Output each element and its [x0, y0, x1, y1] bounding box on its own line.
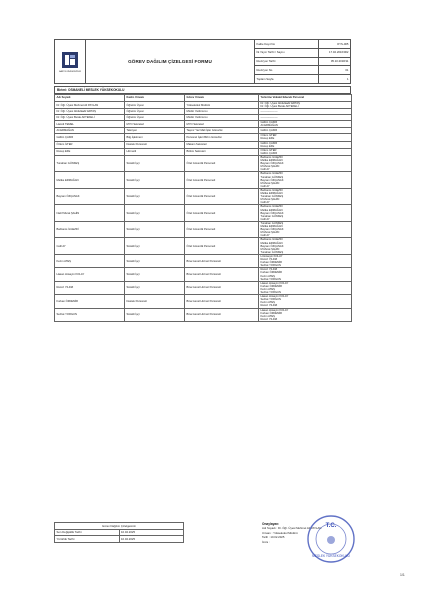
substitute-name: Tunahan GÜNKEŞ [260, 214, 284, 218]
substitute-name: Furkan ÖZDEMİR [260, 311, 283, 315]
table-row [55, 102, 352, 109]
cell-vekil [259, 268, 352, 281]
cell-name: Remzi YILDIZ [55, 281, 125, 294]
substitute-name: Celil AY [260, 217, 270, 221]
substitute-name: Gülbin ÇAKIR [260, 141, 278, 145]
cell-kadro: Destek Personeli [125, 295, 185, 308]
substitute-name: Hasan Hüseyin KOLAY [260, 295, 289, 299]
meta-value: 01 [345, 67, 349, 72]
cell-gorev: Makam Sekreteri [185, 141, 259, 148]
cell-gorev: Bina Genel Hizmet Personeli [185, 254, 259, 267]
footer-dates [54, 522, 184, 543]
cell-vekil [259, 188, 352, 205]
cell-name: Melike ERMAĞAN [55, 172, 125, 189]
substitute-name: Bayram ÖZÇANAK [260, 228, 284, 232]
substitute-name: M.Murat ŞAHİN [260, 198, 280, 202]
table-row [55, 148, 352, 155]
table-row [55, 141, 352, 148]
substitute-name: Gülbin ÇAKIR [260, 121, 278, 125]
cell-gorev: MYO Sekreteri [185, 121, 259, 128]
substitute-name: Özlem İLTER [260, 134, 277, 138]
cell-gorev: Bina Genel Hizmet Personeli [185, 295, 259, 308]
form-sheet [54, 39, 351, 322]
table-row [55, 155, 352, 172]
cell-vekil [259, 308, 352, 321]
cell-vekil [259, 281, 352, 294]
footer-value: 10.02.2025 [119, 529, 184, 536]
seal-text: T.C. [325, 523, 337, 529]
cell-name: Bayram ÖZÇANAK [55, 188, 125, 205]
substitute-name: Celil AY [260, 184, 270, 188]
cell-gorev: Yüksekokul Müdürü [185, 102, 259, 109]
cell-kadro: Öğretim Üyesi [125, 102, 185, 109]
substitute-name: Celil AY [260, 234, 270, 238]
university-logo-icon [60, 50, 80, 70]
footer-label: Yürürlük Tarihi [55, 536, 120, 543]
cell-kadro: Sürekli İşçi [125, 172, 185, 189]
substitute-name: Kerim ATEŞ [260, 301, 275, 305]
cell-gorev: Özel Güvenlik Personeli [185, 172, 259, 189]
substitute-name: Kerim ATEŞ [260, 314, 275, 318]
cell-kadro: Sürekli İşçi [125, 155, 185, 172]
substitute-name: Dr. Öğr. Üyesi Burak AKTEKELİ [260, 105, 299, 109]
col-kadro-header: Kadro Unvanı [125, 95, 185, 102]
substitute-name: Bayram ÖZÇANAK [260, 178, 284, 182]
approval-title: Onaylayan: [262, 522, 280, 526]
seal-ring-text: MESLEK YÜKSEKOKULU [312, 554, 350, 558]
substitute-name: Remzi YILDIZ [260, 268, 278, 272]
cell-name: Celil AY [55, 238, 125, 255]
substitute-name: Remzi YILDIZ [260, 258, 278, 262]
cell-name: Ali ERMAĞAN [55, 128, 125, 134]
table-row [55, 172, 352, 189]
cell-vekil [259, 295, 352, 308]
cell-kadro: Öğretim Üyesi [125, 109, 185, 115]
cell-name: Nazif Murat ŞAHİN [55, 205, 125, 222]
substitute-name: Tunahan GÜNKEŞ [260, 195, 284, 199]
substitute-name: Furkan ÖZDEMİR [260, 261, 283, 265]
approval-line: Unvanı : Yüksekokul Müdürü [262, 530, 298, 535]
unit-label: Birimi: OSMANELİ MESLEK YÜKSEKOKULU [54, 86, 351, 94]
cell-vekil [259, 205, 352, 222]
substitute-name: ------------------- [260, 116, 278, 120]
col-vekil-header: Yerlerine Vekalet Edecek Personel [259, 95, 352, 102]
cell-vekil [259, 121, 352, 128]
footer-title: Görev Dağılım Çizelgesinin [55, 523, 184, 530]
meta-label: İlk Yayın Tarihi / Sayısı [255, 49, 319, 57]
cell-vekil [259, 172, 352, 189]
meta-label: Revizyon No [255, 66, 319, 74]
cell-kadro: Bilg.İşletmeni [125, 134, 185, 141]
col-name-header: Adı Soyadı [55, 95, 125, 102]
cell-vekil [259, 102, 352, 109]
logo-cell [55, 40, 86, 83]
meta-row [255, 75, 350, 83]
cell-kadro: Sürekli İşçi [125, 308, 185, 321]
substitute-name: Recep EFE [260, 137, 275, 141]
substitute-name: Melike ERMAĞAN [260, 192, 283, 196]
col-gorev-header: Görev Unvanı [185, 95, 259, 102]
cell-name: Özlem İLTER [55, 141, 125, 148]
substitute-name: ------------------- [260, 110, 278, 114]
page-number: 1/1 [400, 573, 405, 577]
cell-vekil [259, 238, 352, 255]
substitute-name: Barbaros İLGEZDİ [260, 238, 283, 242]
cell-gorev: Özel Güvenlik Personeli [185, 155, 259, 172]
substitute-name: Barbaros İLGEZDİ [260, 205, 283, 209]
substitute-name: Barbaros İLGEZDİ [260, 188, 283, 192]
table-row [55, 295, 352, 308]
meta-value: OYS-005 [336, 41, 349, 46]
meta-value: 05.10.2018/11 [330, 59, 349, 64]
cell-kadro: Sürekli İşçi [125, 281, 185, 294]
footer-value: 10.02.2025 [119, 536, 184, 543]
cell-kadro: Tekniyen [125, 128, 185, 134]
cell-vekil [259, 221, 352, 238]
cell-name: Barbaros İLGEZDİ [55, 221, 125, 238]
form-header [54, 39, 351, 84]
substitute-name: Celil AY [260, 168, 270, 172]
meta-label: Toplam Sayfa [255, 75, 319, 83]
approval-line: Tarih : 10.02.2025 [262, 535, 285, 540]
substitute-name: M.Murat ŞAHİN [260, 165, 280, 169]
cell-gorev: Özel Güvenlik Personeli [185, 188, 259, 205]
cell-gorev: Bina Genel Hizmet Personeli [185, 281, 259, 294]
table-row [55, 268, 352, 281]
table-row [55, 281, 352, 294]
substitute-name: Furkan ÖZDEMİR [260, 271, 283, 275]
substitute-name: Recep EFE [260, 144, 275, 148]
cell-name: Kerim ATEŞ [55, 254, 125, 267]
cell-name: Recep EFE [55, 148, 125, 155]
meta-value: 17.02.2016/002 [329, 50, 349, 55]
substitute-name: Hasan Hüseyin KOLAY [260, 308, 289, 312]
cell-kadro: Sürekli İşçi [125, 188, 185, 205]
cell-vekil [259, 134, 352, 141]
approval-line: Adı Soyadı : Dr. Öğr. Üyesi Mehmet Ali PAYLAN [262, 526, 322, 531]
substitute-name: Tunahan GÜNKEŞ [260, 175, 284, 179]
substitute-name: Gülbin ÇAKIR [260, 151, 278, 155]
substitute-name: M.Murat ŞAHİN [260, 181, 280, 185]
cell-kadro: Destek Personeli [125, 141, 185, 148]
substitute-name: Bayram ÖZÇANAK [260, 162, 284, 166]
cell-kadro: MYO Sekreteri [125, 121, 185, 128]
cell-kadro: Sürekli İşçi [125, 221, 185, 238]
table-row [55, 188, 352, 205]
cell-name: Dr. Öğr. Üyesi Abdulkadir ERTAŞ [55, 109, 125, 115]
duty-table [54, 94, 352, 322]
substitute-name: Serhat YORGUN [260, 264, 281, 268]
substitute-name: H.Hüseyin KOLAY [260, 254, 283, 258]
substitute-name: Melike ERMAĞAN [260, 208, 283, 212]
cell-name: Dr. Öğr. Üyesi Burak AKTEKELİ [55, 115, 125, 121]
cell-gorev: Bina Genel Hizmet Personeli [185, 268, 259, 281]
cell-gorev: Taşınır Yaz Mali İşler Görevlisi [185, 128, 259, 134]
substitute-name: Kerim ATEŞ [260, 274, 275, 278]
substitute-name: Barbaros İLGEZDİ [260, 172, 283, 176]
table-row [55, 308, 352, 321]
substitute-name: M.Murat ŞAHİN [260, 247, 280, 251]
meta-label: Kalite Kayıt No [255, 40, 319, 48]
substitute-name: Celil AY [260, 201, 270, 205]
cell-kadro: Hizmetli [125, 148, 185, 155]
table-row [55, 254, 352, 267]
substitute-name: Tunahan GÜNKEŞ [260, 250, 284, 254]
substitute-name: Melike ERMAĞAN [260, 225, 283, 229]
cell-gorev: Özel Güvenlik Personeli [185, 238, 259, 255]
substitute-name: Melike ERMAĞAN [260, 159, 283, 163]
substitute-name: Ali ERMAĞAN [260, 124, 278, 128]
table-row [55, 121, 352, 128]
cell-kadro: Sürekli İşçi [125, 254, 185, 267]
table-row [55, 205, 352, 222]
cell-vekil [259, 141, 352, 148]
cell-gorev: Personel İşleri Birim Görevlisi [185, 134, 259, 141]
substitute-name: Tunahan GÜNKEŞ [260, 221, 284, 225]
footer-label: Son Değişiklik Tarihi [55, 529, 120, 536]
substitute-name: Gülbin ÇAKIR [260, 129, 278, 133]
substitute-name: Serhat YORGUN [260, 291, 281, 294]
table-row [55, 221, 352, 238]
official-seal-icon [305, 513, 357, 565]
table-header-row [55, 95, 352, 102]
university-name: BARTIN ÜNİVERSİTESİ [59, 70, 81, 73]
cell-vekil [259, 148, 352, 155]
substitute-name: Dr. Öğr. Üyesi Abdulkadir ERTAŞ [260, 102, 300, 105]
cell-gorev: Müdür Yardımcısı [185, 109, 259, 115]
meta-row [255, 49, 350, 58]
substitute-name: Hasan Hüseyin KOLAY [260, 281, 289, 285]
cell-kadro: Öğretim Üyesi [125, 115, 185, 121]
cell-name: Serhat YORGUN [55, 308, 125, 321]
substitute-name: M.Murat ŞAHİN [260, 231, 280, 235]
cell-gorev: Bölüm Sekreteri [185, 148, 259, 155]
substitute-name: Serhat YORGUN [260, 277, 281, 281]
cell-kadro: Sürekli İşçi [125, 205, 185, 222]
cell-kadro: Sürekli İşçi [125, 268, 185, 281]
meta-label: Revizyon Tarihi [255, 58, 319, 66]
cell-gorev: Müdür Yardımcısı [185, 115, 259, 121]
cell-name: Furkan ÖZDEMİR [55, 295, 125, 308]
table-row [55, 238, 352, 255]
substitute-name: Bayram ÖZÇANAK [260, 244, 284, 248]
substitute-name: Remzi YILDIZ [260, 304, 278, 308]
cell-name: Dr. Öğr. Üyesi Mehmet Ali PAYLAN [55, 102, 125, 109]
meta-row [255, 40, 350, 49]
approval-line: İmza : [262, 539, 270, 544]
cell-gorev: Özel Güvenlik Personeli [185, 221, 259, 238]
meta-value: 1 [346, 76, 349, 81]
substitute-name: Furkan ÖZDEMİR [260, 284, 283, 288]
substitute-name: Remzi YILDIZ [260, 317, 278, 321]
substitute-name: Bayram ÖZÇANAK [260, 211, 284, 215]
form-meta [255, 40, 350, 83]
form-title: GÖREV DAĞILIM ÇİZELGESİ FORMU [86, 40, 255, 83]
cell-gorev: Bina Genel Hizmet Personeli [185, 308, 259, 321]
substitute-name: Kerim ATEŞ [260, 287, 275, 291]
meta-row [255, 66, 350, 75]
cell-name: Hasan Hüseyin KOLAY [55, 268, 125, 281]
meta-row [255, 58, 350, 67]
substitute-name: Melike ERMAĞAN [260, 241, 283, 245]
cell-name: Hamdi TEMEL [55, 121, 125, 128]
table-row [55, 134, 352, 141]
cell-name: Gülbin ÇAKIR [55, 134, 125, 141]
cell-kadro: Sürekli İşçi [125, 238, 185, 255]
cell-gorev: Özel Güvenlik Personeli [185, 205, 259, 222]
cell-vekil [259, 155, 352, 172]
cell-vekil [259, 254, 352, 267]
substitute-name: Barbaros İLGEZDİ [260, 155, 283, 159]
cell-name: Tunahan GÜNKEŞ [55, 155, 125, 172]
substitute-name: Özlem İLTER [260, 148, 277, 152]
substitute-name: Serhat YORGUN [260, 298, 281, 302]
